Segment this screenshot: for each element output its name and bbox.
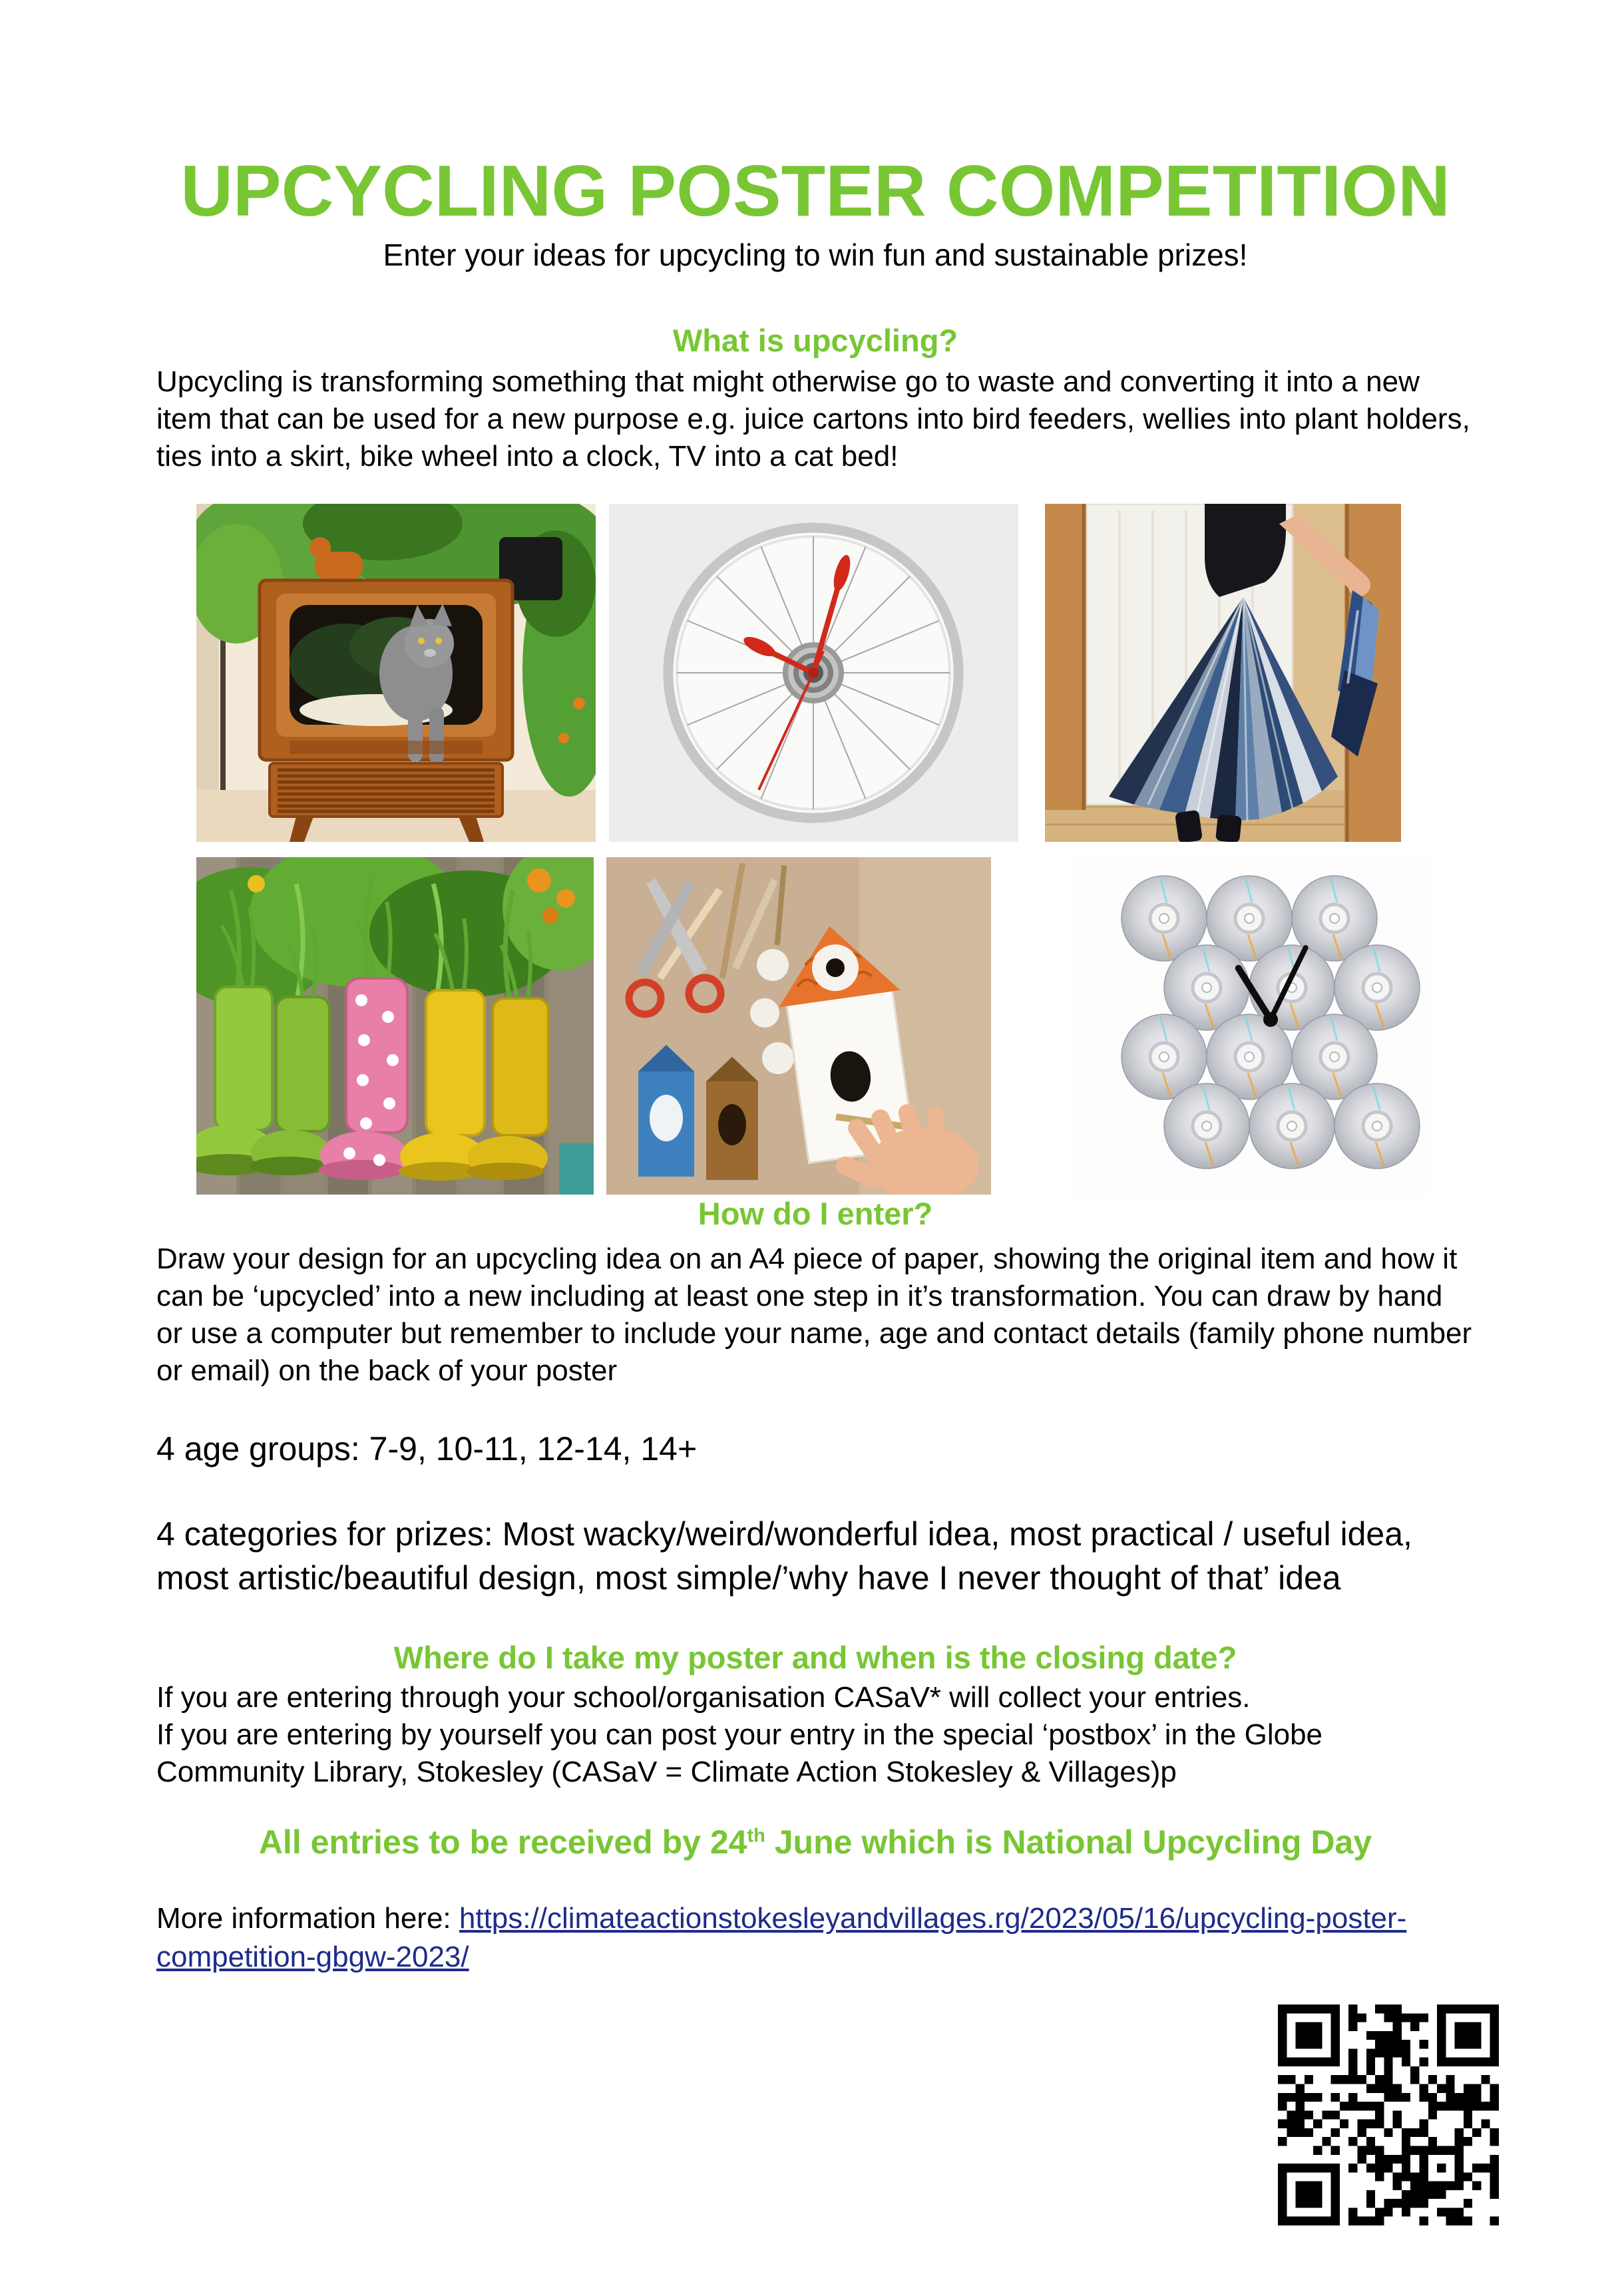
qr-code	[1278, 2005, 1499, 2225]
page-subtitle: Enter your ideas for upcycling to win fun and sustainable prizes!	[383, 238, 1248, 273]
info-link[interactable]: https://climateactionstokesleyandvillages.rg/2023/05/16/upcycling-poster-competition-gbgw-2023/	[156, 1902, 1407, 1974]
deadline-ordinal: th	[747, 1825, 765, 1847]
page-title: UPCYCLING POSTER COMPETITION	[180, 150, 1450, 232]
section-heading-what: What is upcycling?	[672, 323, 958, 359]
photo-tie-skirt	[1045, 504, 1401, 842]
photo-row-2	[196, 857, 1474, 1195]
deadline-prefix: All entries to be received by 24	[258, 1823, 747, 1861]
more-info-line	[156, 1899, 1474, 1977]
how-body-text: Draw your design for an upcycling idea on an A4 piece of paper, showing the original item and how it can be ‘upcycled’ into a new including at least one step in it’s transformation. You can draw by hand or use a computer but remember to include your name, age and contact details (family phone number or email) on the back of your poster	[156, 1243, 1472, 1388]
photo-bike-wheel-clock	[609, 504, 1018, 842]
age-groups-line: 4 age groups: 7-9, 10-11, 12-14, 14+	[156, 1430, 698, 1468]
where-body-text	[156, 1679, 1474, 1791]
section-heading-where: Where do I take my poster and when is the closing date?	[393, 1640, 1237, 1676]
photo-grid	[196, 504, 1474, 1195]
more-info-label: More information here:	[156, 1902, 459, 1935]
photo-tv-cat-bed	[196, 504, 596, 842]
deadline-suffix: June which is National Upcycling Day	[765, 1823, 1372, 1861]
where-line-1: If you are entering through your school/organisation CASaV* will collect your entries.	[156, 1681, 1251, 1714]
photo-row-1	[196, 504, 1474, 842]
photo-carton-bird-feeders	[606, 857, 991, 1195]
photo-cd-clock	[1071, 857, 1430, 1195]
section-heading-how: How do I enter?	[698, 1196, 933, 1232]
deadline-line	[156, 1824, 1474, 1861]
prize-categories-line: 4 categories for prizes: Most wacky/weird/wonderful idea, most practical / useful idea, most artistic/beautiful design, most simple/’why have I never thought of that’ idea	[156, 1515, 1412, 1597]
where-line-2: If you are entering by yourself you can post your entry in the special ‘postbox’ in the Globe Community Library, Stokesley (CASaV = Climate Action Stokesley & Villages)p	[156, 1718, 1323, 1789]
boots	[196, 978, 594, 1195]
what-body-text: Upcycling is transforming something that might otherwise go to waste and converting it into a new item that can be used for a new purpose e.g. juice cartons into bird feeders, wellies into plant holders, ties into a skirt, bike wheel into a clock, TV into a cat bed!	[156, 365, 1470, 473]
photo-wellies-planters	[196, 857, 594, 1195]
